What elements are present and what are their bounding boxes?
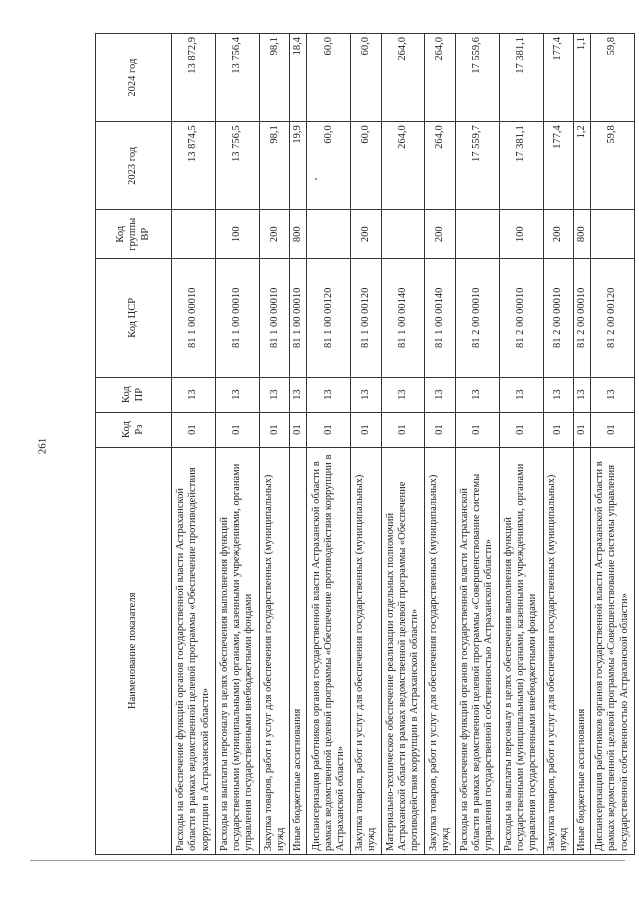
row-2023: 59,8 [591, 122, 635, 210]
row-pr: 13 [172, 377, 216, 412]
row-csr: 81 2 00 00010 [455, 259, 499, 378]
row-pr: 13 [215, 377, 259, 412]
row-2023: 17 559,7 [455, 122, 499, 210]
row-name: Закупка товаров, работ и услуг для обеспечения государственных (муниципальных) нужд [543, 447, 573, 854]
row-csr: 81 2 00 00010 [574, 259, 591, 378]
row-vr [307, 210, 351, 259]
row-pr: 13 [290, 377, 307, 412]
header-rz: Код Рз [96, 412, 172, 447]
table-row [381, 34, 425, 855]
header-csr: Код ЦСР [96, 259, 172, 378]
row-2023: 177,4 [543, 122, 573, 210]
row-rz: 01 [499, 412, 543, 447]
page-number: 261 [36, 437, 49, 455]
rotated-table-container [95, 33, 635, 855]
row-rz: 01 [591, 412, 635, 447]
row-pr: 13 [543, 377, 573, 412]
row-csr: 81 2 00 00010 [499, 259, 543, 378]
row-vr: 200 [259, 210, 289, 259]
row-name: Расходы на обеспечение функций органов государственной власти Астраханской области в рамках ведомственной целевой программы «Обеспечение противодействия коррупции в Астраханской области» [172, 447, 216, 854]
row-2023: 264,0 [425, 122, 455, 210]
table-row [543, 34, 573, 855]
header-2023: 2023 год [96, 122, 172, 210]
row-name: Закупка товаров, работ и услуг для обеспечения государственных (муниципальных) нужд [425, 447, 455, 854]
row-2023: 264,0 [381, 122, 425, 210]
page-bottom-rule [30, 860, 625, 861]
row-2024: 60,0 [351, 34, 381, 122]
row-rz: 01 [543, 412, 573, 447]
row-2023: 60,0 [351, 122, 381, 210]
row-rz: 01 [215, 412, 259, 447]
row-name: Расходы на выплаты персоналу в целях обеспечения выполнения функций государственными (муниципальными) органами, казенными учреждениями, органами управления государственными внебюджетными фондами [499, 447, 543, 854]
row-csr: 81 2 00 00120 [591, 259, 635, 378]
row-2024: 59,8 [591, 34, 635, 122]
header-2024: 2024 год [96, 34, 172, 122]
row-pr: 13 [499, 377, 543, 412]
row-name: Расходы на выплаты персоналу в целях обеспечения выполнения функций государственными (муниципальными) органами, казенными учреждениями, органами управления государственными внебюджетными фондами [215, 447, 259, 854]
row-2023: 1,2 [574, 122, 591, 210]
row-pr: 13 [574, 377, 591, 412]
row-csr: 81 1 00 00120 [307, 259, 351, 378]
table-row [455, 34, 499, 855]
table-row [425, 34, 455, 855]
row-csr: 81 2 00 00010 [543, 259, 573, 378]
table-header-row [96, 34, 172, 855]
row-csr: 81 1 00 00010 [290, 259, 307, 378]
row-rz: 01 [172, 412, 216, 447]
table-row [215, 34, 259, 855]
row-vr: 200 [543, 210, 573, 259]
row-csr: 81 1 00 00140 [425, 259, 455, 378]
table-row [574, 34, 591, 855]
row-rz: 01 [574, 412, 591, 447]
row-pr: 13 [425, 377, 455, 412]
table-row [290, 34, 307, 855]
row-vr [591, 210, 635, 259]
row-rz: 01 [455, 412, 499, 447]
row-2023: 13 756,5 [215, 122, 259, 210]
row-2023: 19,9 [290, 122, 307, 210]
table-row [259, 34, 289, 855]
row-2024: 60,0 [307, 34, 351, 122]
row-pr: 13 [351, 377, 381, 412]
row-vr [455, 210, 499, 259]
row-name: Закупка товаров, работ и услуг для обеспечения государственных (муниципальных) нужд [351, 447, 381, 854]
row-csr: 81 1 00 00010 [259, 259, 289, 378]
row-2024: 13 872,9 [172, 34, 216, 122]
row-pr: 13 [381, 377, 425, 412]
table-row [591, 34, 635, 855]
row-vr: 100 [499, 210, 543, 259]
row-vr: 800 [290, 210, 307, 259]
header-pr: Код ПР [96, 377, 172, 412]
table-row [499, 34, 543, 855]
row-pr: 13 [455, 377, 499, 412]
row-name: Диспансеризация работников органов государственной власти Астраханской области в рамках ведомственной целевой программы «Обеспечение противодействия коррупции в Астраханской области» [307, 447, 351, 854]
row-name: Расходы на обеспечение функций органов государственной власти Астраханской области в рамках ведомственной целевой программы «Совершенствование системы управления государственной собственностью Астраханской области» [455, 447, 499, 854]
row-rz: 01 [381, 412, 425, 447]
table-row [351, 34, 381, 855]
row-csr: 81 1 00 00120 [351, 259, 381, 378]
row-csr: 81 1 00 00140 [381, 259, 425, 378]
row-name: Материально-техническое обеспечение реализации отдельных полномочий Астраханской области в рамках ведомственной целевой программы «Обеспечение противодействия коррупции в Астраханской области» [381, 447, 425, 854]
row-vr [172, 210, 216, 259]
row-vr: 800 [574, 210, 591, 259]
row-2024: 98,1 [259, 34, 289, 122]
row-rz: 01 [307, 412, 351, 447]
row-vr: 100 [215, 210, 259, 259]
row-rz: 01 [259, 412, 289, 447]
row-name: Иные бюджетные ассигнования [574, 447, 591, 854]
row-2024: 1,1 [574, 34, 591, 122]
row-rz: 01 [351, 412, 381, 447]
table-body [172, 34, 635, 855]
row-csr: 81 1 00 00010 [215, 259, 259, 378]
row-name: Иные бюджетные ассигнования [290, 447, 307, 854]
budget-table [95, 33, 635, 855]
row-csr: 81 1 00 00010 [172, 259, 216, 378]
table-row [307, 34, 351, 855]
row-pr: 13 [307, 377, 351, 412]
row-2023: 17 381,1 [499, 122, 543, 210]
row-2023: 13 874,5 [172, 122, 216, 210]
row-2024: 17 381,1 [499, 34, 543, 122]
header-vr: Код группы ВР [96, 210, 172, 259]
row-2024: 264,0 [425, 34, 455, 122]
row-name: Диспансеризация работников органов государственной власти Астраханской области в рамках ведомственной целевой программы «Совершенствование системы управления государственной собственностью Астраханской области» [591, 447, 635, 854]
row-pr: 13 [259, 377, 289, 412]
row-rz: 01 [290, 412, 307, 447]
row-2024: 17 559,6 [455, 34, 499, 122]
table-row [172, 34, 216, 855]
row-vr: 200 [425, 210, 455, 259]
row-2023: 98,1 [259, 122, 289, 210]
row-name: Закупка товаров, работ и услуг для обеспечения государственных (муниципальных) нужд [259, 447, 289, 854]
row-2024: 13 756,4 [215, 34, 259, 122]
row-pr: 13 [591, 377, 635, 412]
row-rz: 01 [425, 412, 455, 447]
header-name: Наименование показателя [96, 447, 172, 854]
row-2024: 18,4 [290, 34, 307, 122]
row-2024: 264,0 [381, 34, 425, 122]
row-vr: 200 [351, 210, 381, 259]
row-2023: 60,0 [307, 122, 351, 210]
row-2024: 177,4 [543, 34, 573, 122]
row-vr [381, 210, 425, 259]
